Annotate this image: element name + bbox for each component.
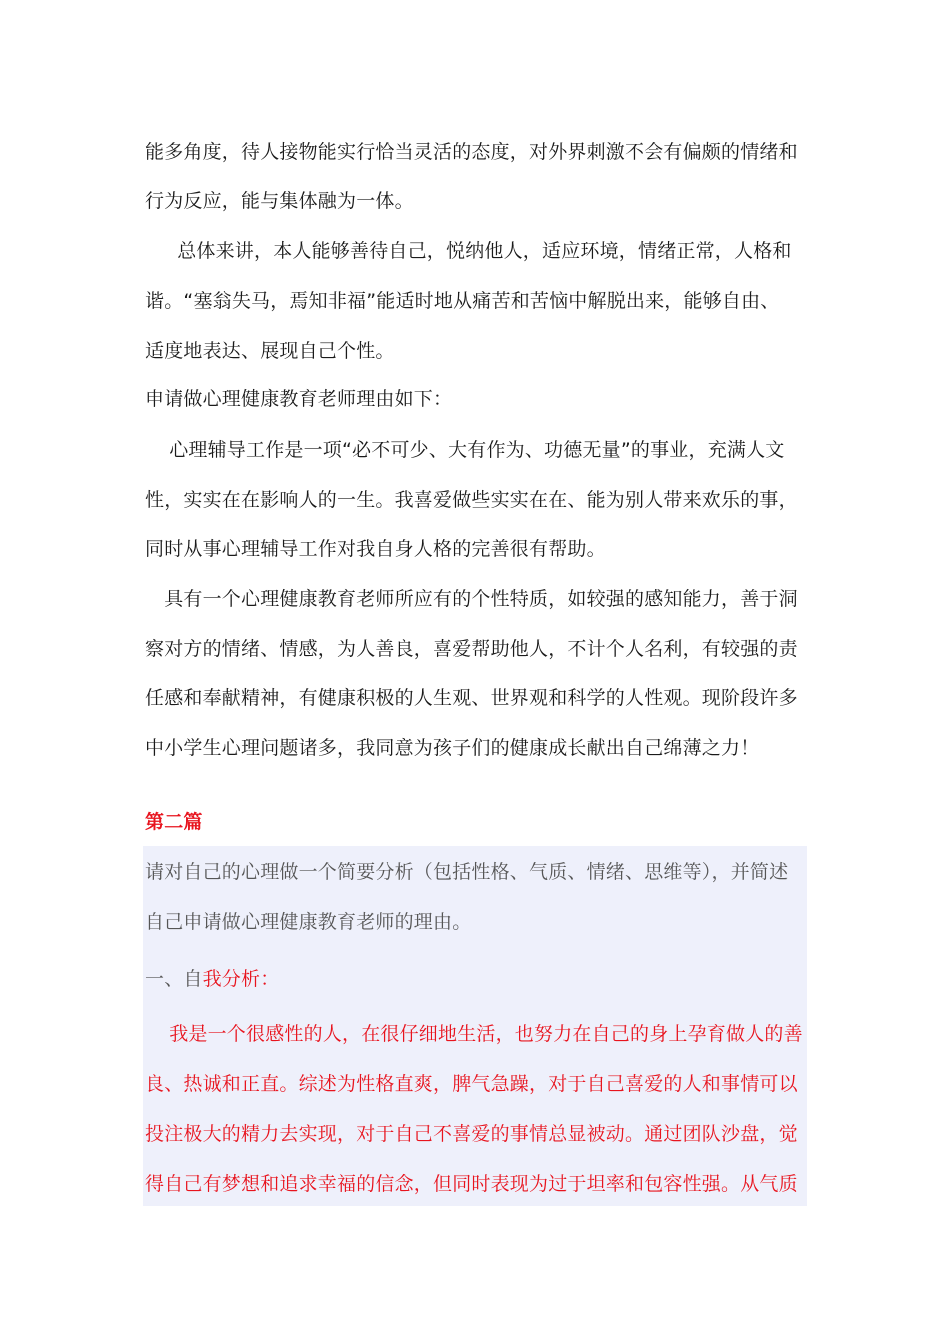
paragraph-line: 能多角度，待人接物能实行恰当灵活的态度，对外界刺激不会有偏颇的情绪和: [145, 141, 798, 163]
subheading: [145, 966, 279, 992]
paragraph-line: 性，实实在在影响人的一生。我喜爱做些实实在在、能为别人带来欢乐的事，: [145, 489, 798, 511]
subheading-rest: 我分析：: [202, 968, 280, 990]
paragraph-line: 总体来讲，本人能够善待自己，悦纳他人，适应环境，情绪正常，人格和: [158, 240, 792, 262]
paragraph-line: 适度地表达、展现自己个性。: [145, 340, 395, 362]
paragraph-line: 同时从事心理辅导工作对我自身人格的完善很有帮助。: [145, 538, 606, 560]
section-heading: 第二篇: [145, 811, 203, 833]
answer-line: 投注极大的精力去实现，对于自己不喜爱的事情总显被动。通过团队沙盘，觉: [145, 1123, 798, 1145]
prompt-line: 自己申请做心理健康教育老师的理由。: [145, 911, 472, 933]
paragraph-line: 申请做心理健康教育老师理由如下：: [145, 388, 453, 410]
paragraph-line: 谐。“塞翁失马，焉知非福”能适时地从痛苦和苦恼中解脱出来，能够自由、: [145, 290, 780, 312]
prompt-line: 请对自己的心理做一个简要分析（包括性格、气质、情绪、思维等），并简述: [145, 861, 789, 883]
paragraph-line: 行为反应，能与集体融为一体。: [145, 190, 414, 212]
answer-line: 良、热诚和正直。综述为性格直爽，脾气急躁，对于自己喜爱的人和事情可以: [145, 1073, 798, 1095]
paragraph-line: 具有一个心理健康教育老师所应有的个性特质，如较强的感知能力，善于洞: [145, 588, 798, 610]
paragraph-line: 察对方的情绪、情感，为人善良，喜爱帮助他人，不计个人名利，有较强的责: [145, 638, 798, 660]
answer-line: 我是一个很感性的人，在很仔细地生活，也努力在自己的身上孕育做人的善: [150, 1023, 803, 1045]
paragraph-line: 任感和奉献精神，有健康积极的人生观、世界观和科学的人性观。现阶段许多: [145, 687, 798, 709]
subheading-prefix: 一、自: [145, 968, 203, 990]
paragraph-line: 中小学生心理问题诸多，我同意为孩子们的健康成长献出自己绵薄之力！: [145, 737, 760, 759]
answer-line: 得自己有梦想和追求幸福的信念，但同时表现为过于坦率和包容性强。从气质: [145, 1173, 798, 1195]
paragraph-line: 心理辅导工作是一项“必不可少、大有作为、功德无量”的事业，充满人文: [150, 439, 785, 461]
